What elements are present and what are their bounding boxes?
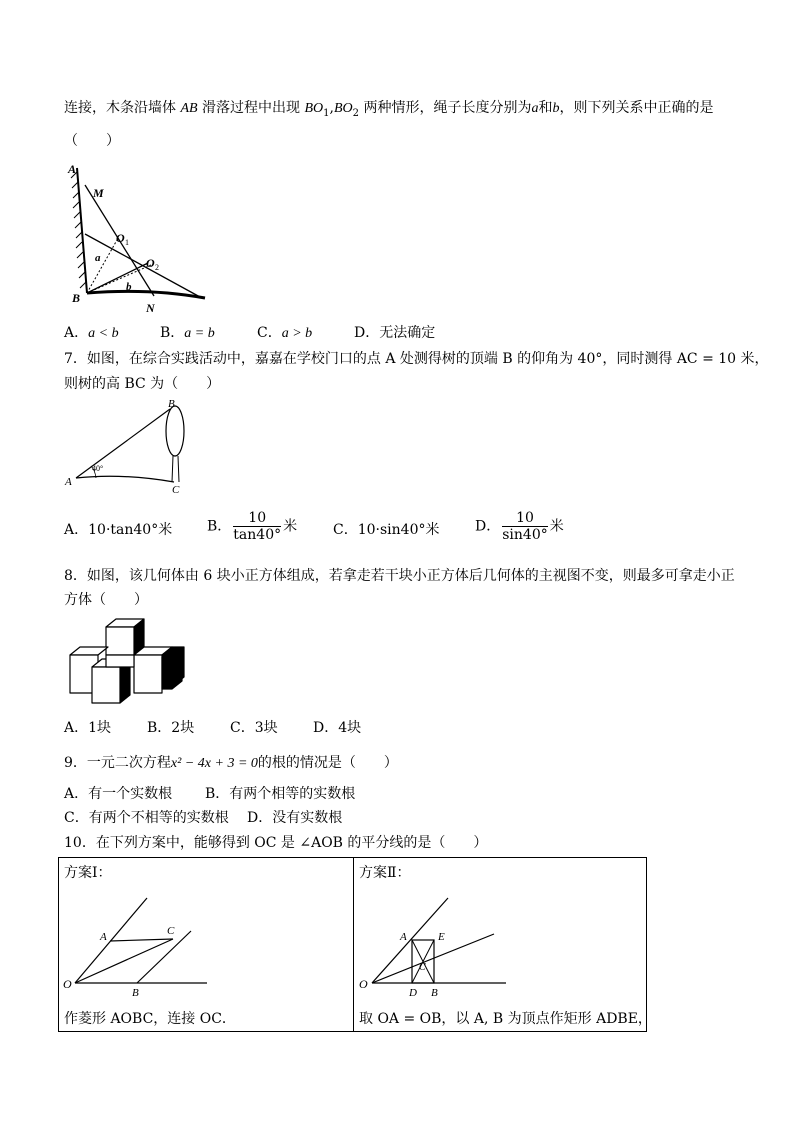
q10-plan1-figure — [59, 898, 349, 998]
q9-option-c[interactable]: C．有两个不相等的实数根 — [64, 810, 229, 826]
q6-label-N: N — [146, 301, 155, 315]
q6-option-d[interactable]: D．无法确定 — [354, 325, 436, 341]
q6-label-O1: O — [116, 231, 125, 245]
q7-figure — [62, 397, 202, 497]
q10-plan1-label-C: C — [167, 925, 175, 937]
q6-label-M: M — [93, 186, 104, 200]
q7-angle-label: 40° — [92, 464, 104, 473]
q6-label-O2-sub: 2 — [155, 263, 159, 272]
q10-stem: 10．在下列方案中，能够得到 OC 是 ∠AOB 的平分线的是（ ） — [64, 835, 488, 851]
q10-plan1-head: 方案Ⅰ： — [64, 865, 112, 881]
q6-figure — [60, 160, 220, 320]
q10-plan1-foot: 作菱形 AOBC，连接 OC． — [64, 1011, 236, 1027]
q6-label-O1-sub: 1 — [125, 238, 129, 247]
q10-plan1-label-B: B — [132, 987, 139, 999]
q10-plan2-foot: 取 OA = OB，以 A, B 为顶点作矩形 ADBE， — [359, 1011, 652, 1027]
q7-stem-line1: 7．如图，在综合实践活动中，嘉嘉在学校门口的点 A 处测得树的顶端 B 的仰角为 40°，同时测得 AC = 10 米， — [64, 351, 769, 367]
q10-plan1-label-O: O — [63, 977, 72, 991]
q6-label-a: a — [95, 252, 101, 264]
q8-option-b[interactable]: B．2块 — [147, 720, 195, 736]
q6-option-b[interactable]: B．a = b — [160, 325, 215, 341]
q8-stem-line1: 8．如图，该几何体由 6 块小正方体组成，若拿走若干块小正方体后几何体的主视图不变，则最多可拿走小正 — [64, 568, 735, 584]
q6-label-b: b — [126, 281, 132, 293]
q8-stem-line2: 方体（ ） — [64, 592, 148, 608]
q10-plan2-label-A: A — [400, 931, 407, 943]
q6-label-B: B — [72, 291, 81, 305]
q10-plan2-label-O: O — [359, 977, 368, 991]
q10-plan2-head: 方案Ⅱ： — [359, 865, 411, 881]
q10-plan-table — [58, 857, 652, 1032]
q10-plan2-label-C: C — [419, 962, 426, 973]
q10-plan2-cell — [354, 858, 652, 1031]
q6-label-A: A — [68, 162, 77, 176]
q10-plan2-label-D: D — [409, 987, 417, 999]
q6-stem-line1: 连接，木条沿墙体 AB 滑落过程中出现 $BO_1,BO_2$ 两种情形，绳子长度分别为a和b，则下列关系中正确的是 — [64, 100, 714, 119]
q7-option-c[interactable]: C．10·sin40°米 — [333, 522, 440, 538]
q7-option-d[interactable]: D． $\frac{10}{\sin 40^\circ}$ 米 — [475, 510, 564, 543]
q6-label-O2: O — [146, 256, 155, 270]
q8-option-d[interactable]: D．4块 — [313, 720, 362, 736]
q7-option-a[interactable]: A．10·tan40°米 — [64, 522, 173, 538]
q9-option-b[interactable]: B．有两个相等的实数根 — [205, 786, 356, 802]
q8-figure — [66, 617, 191, 707]
q8-option-c[interactable]: C．3块 — [230, 720, 278, 736]
q6-option-a[interactable]: A．a < b — [64, 325, 119, 341]
q9-equation: x² − 4x + 3 = 0 — [170, 756, 258, 771]
q8-option-a[interactable]: A．1块 — [64, 720, 112, 736]
q10-plan1-label-A: A — [100, 931, 107, 943]
q7-label-C: C — [172, 484, 180, 496]
q7-label-A: A — [65, 476, 72, 488]
q10-plan2-figure — [354, 898, 644, 998]
q9-option-d[interactable]: D．没有实数根 — [247, 810, 343, 826]
q7-option-b[interactable]: B． $\frac{10}{\tan 40^\circ}$ 米 — [207, 510, 298, 543]
q9-option-a[interactable]: A．有一个实数根 — [64, 786, 173, 802]
q10-plan2-label-E: E — [438, 931, 445, 943]
q10-plan1-cell — [59, 858, 354, 1031]
q10-plan2-label-B: B — [431, 987, 438, 999]
q6-option-c[interactable]: C．a > b — [257, 325, 313, 341]
q6-paren: （ ） — [64, 133, 120, 149]
q7-stem-line2: 则树的高 BC 为（ ） — [64, 376, 221, 392]
q9-stem: 9．一元二次方程x² − 4x + 3 = 0的根的情况是（ ） — [64, 755, 398, 771]
q7-label-B: B — [168, 398, 175, 410]
